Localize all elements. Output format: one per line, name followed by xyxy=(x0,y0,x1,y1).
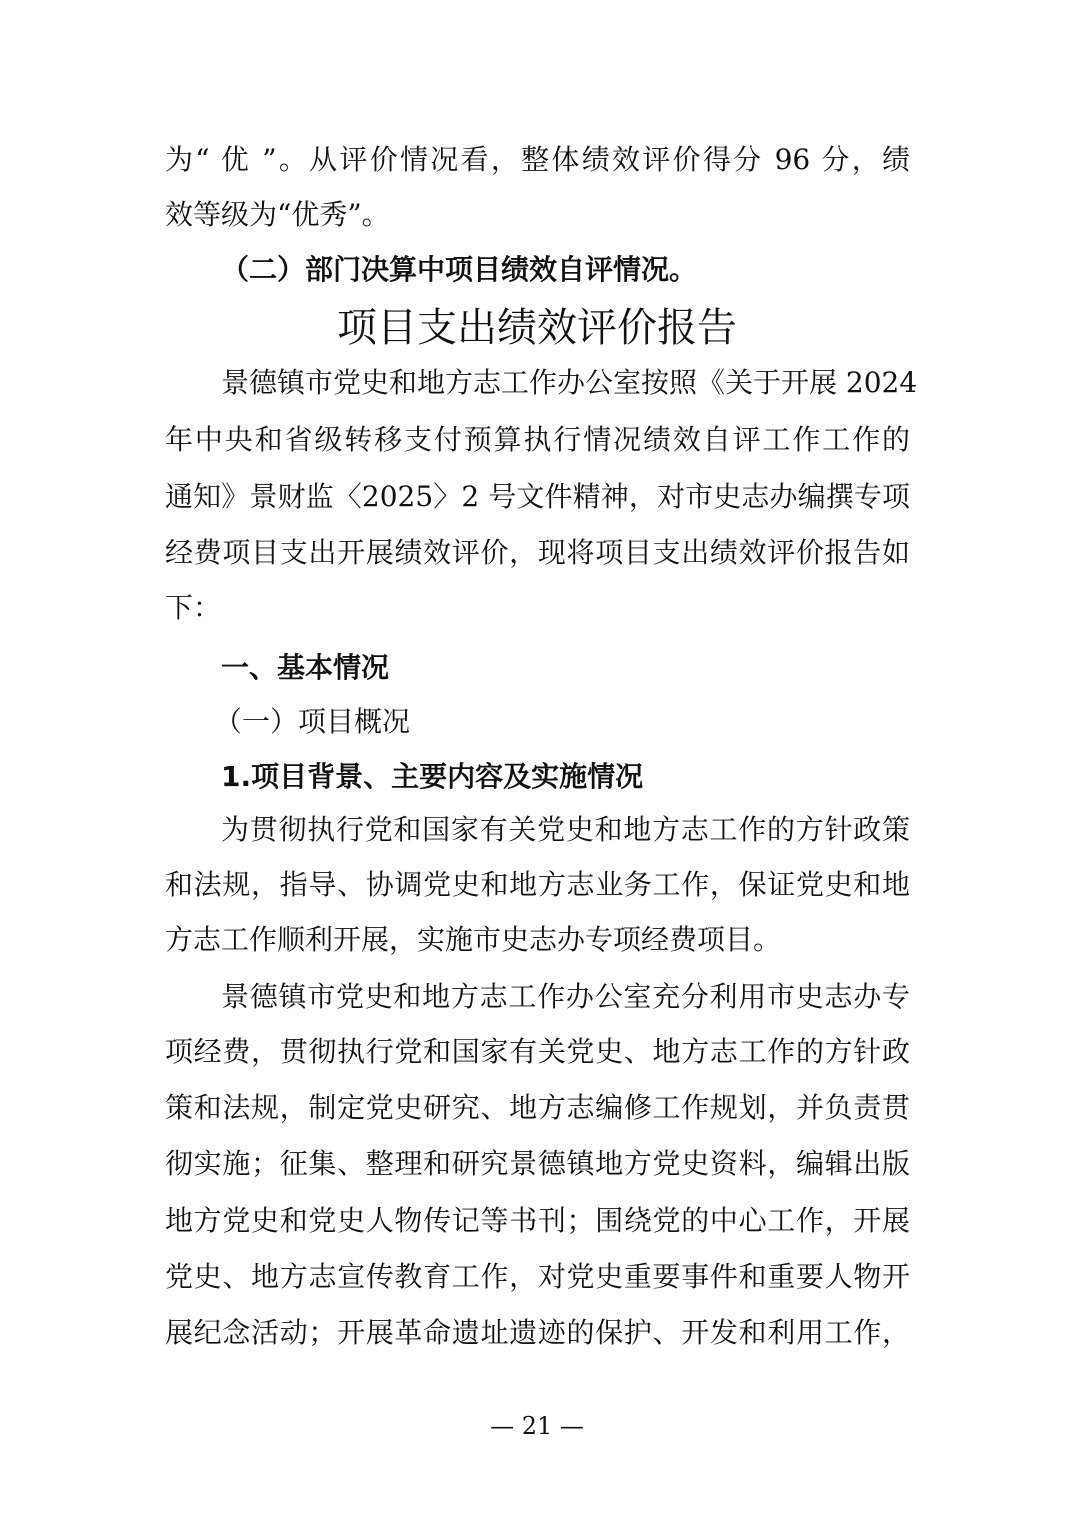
text-line: 项经费，贯彻执行党和国家有关党史、地方志工作的方针政 xyxy=(165,1035,910,1068)
section-heading: （二）部门决算中项目绩效自评情况。 xyxy=(221,253,698,286)
text-line: 党史、地方志宣传教育工作，对党史重要事件和重要人物开 xyxy=(165,1260,910,1293)
text-line: 地方党史和党史人物传记等书刊；围绕党的中心工作，开展 xyxy=(165,1204,910,1237)
text-line: 效等级为“优秀”。 xyxy=(165,198,390,231)
text-line: 彻实施；征集、整理和研究景德镇地方党史资料，编辑出版 xyxy=(165,1147,910,1180)
item-heading: 1.项目背景、主要内容及实施情况 xyxy=(221,760,644,793)
text-line: 通知》景财监〈2025〉2 号文件精神，对市史志办编撰专项 xyxy=(165,480,910,513)
text-line: 景德镇市党史和地方志工作办公室按照《关于开展 2024 xyxy=(221,366,918,399)
text-line: 景德镇市党史和地方志工作办公室充分利用市史志办专 xyxy=(221,980,910,1013)
text-line: 方志工作顺利开展，实施市史志办专项经费项目。 xyxy=(165,923,782,956)
subsection-heading: （一）项目概况 xyxy=(214,705,411,738)
text-line: 展纪念活动；开展革命遗址遗迹的保护、开发和利用工作， xyxy=(165,1316,910,1349)
report-title: 项目支出绩效评价报告 xyxy=(337,305,737,351)
text-line: 经费项目支出开展绩效评价，现将项目支出绩效评价报告如 xyxy=(165,536,910,569)
text-line: 下： xyxy=(165,591,222,624)
text-line: 为贯彻执行党和国家有关党史和地方志工作的方针政策 xyxy=(221,813,910,846)
text-line: 年中央和省级转移支付预算执行情况绩效自评工作工作的 xyxy=(165,423,910,456)
page-number: — 21 — xyxy=(490,1412,584,1440)
section-heading: 一、基本情况 xyxy=(221,651,390,684)
text-line: 策和法规，制定党史研究、地方志编修工作规划，并负责贯 xyxy=(165,1091,910,1124)
text-line: 和法规，指导、协调党史和地方志业务工作，保证党史和地 xyxy=(165,868,910,901)
text-line: 为“ 优 ”。从评价情况看，整体绩效评价得分 96 分，绩 xyxy=(165,143,910,176)
